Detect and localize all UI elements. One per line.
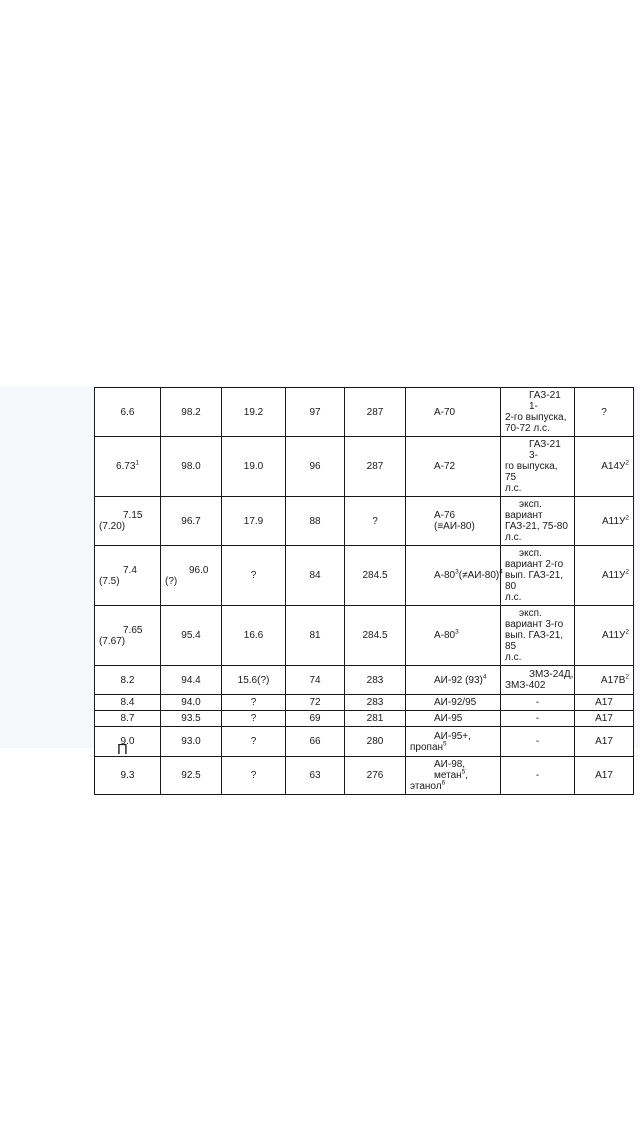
spark-plug-cell: А17	[575, 695, 634, 711]
fuel-cell: АИ-92/95	[406, 695, 501, 711]
table-row	[95, 606, 634, 666]
octane-cell: 96	[286, 437, 345, 497]
octane-cell: 84	[286, 546, 345, 606]
rating-cell: 284.5	[345, 606, 406, 666]
table-row	[95, 757, 634, 795]
spark-plug-cell: $А11У^2$	[575, 606, 634, 666]
rating-cell: 287	[345, 437, 406, 497]
fuel-cell: АИ-98, метан$^5$, этанол$^6$	[406, 757, 501, 795]
efficiency-cell: 93.5	[161, 711, 222, 727]
compression-ratio-cell: 6.6	[95, 388, 161, 437]
compression-ratio-cell: 8.7	[95, 711, 161, 727]
efficiency-cell: 98.0	[161, 437, 222, 497]
spark-plug-cell: А17	[575, 757, 634, 795]
fuel-cell: АИ-92 $(93)^4$	[406, 666, 501, 695]
compression-ratio-cell: 7.65 (7.67)	[95, 606, 161, 666]
table-row	[95, 711, 634, 727]
rating-cell: 281	[345, 711, 406, 727]
application-cell: ЗМЗ-24Д, ЗМЗ-402	[501, 666, 575, 695]
table-row	[95, 546, 634, 606]
spark-plug-cell: $А11У^2$	[575, 497, 634, 546]
rating-cell: 283	[345, 666, 406, 695]
application-cell: ГАЗ-21 1- 2-го выпуска, 70-72 л.с.	[501, 388, 575, 437]
spark-plug-cell: ?	[575, 388, 634, 437]
table-row	[95, 497, 634, 546]
consumption-cell: ?	[222, 695, 286, 711]
consumption-cell: ?	[222, 711, 286, 727]
rating-cell: 280	[345, 727, 406, 757]
octane-cell: 66	[286, 727, 345, 757]
spark-plug-cell: $А14У^2$	[575, 437, 634, 497]
consumption-cell: 17.9	[222, 497, 286, 546]
consumption-cell: 19.0	[222, 437, 286, 497]
efficiency-cell: 96.7	[161, 497, 222, 546]
efficiency-cell: 94.0	[161, 695, 222, 711]
table-row	[95, 666, 634, 695]
application-cell: -	[501, 727, 575, 757]
fuel-cell: А-76 (≡АИ-80)	[406, 497, 501, 546]
consumption-cell: 16.6	[222, 606, 286, 666]
fuel-cell: $А-80^3(\ne АИ-80)^4$	[406, 546, 501, 606]
table-row	[95, 727, 634, 757]
octane-cell: 72	[286, 695, 345, 711]
octane-cell: 97	[286, 388, 345, 437]
fuel-cell: А-70	[406, 388, 501, 437]
application-cell: эксп. вариант 2-го вып. ГАЗ-21, 80 л.с.	[501, 546, 575, 606]
compression-ratio-cell: 7.15 (7.20)	[95, 497, 161, 546]
application-cell: эксп. вариант 3-го вып. ГАЗ-21, 85 л.с.	[501, 606, 575, 666]
consumption-cell: ?	[222, 546, 286, 606]
fuel-cell: АИ-95+, пропан$^5$	[406, 727, 501, 757]
octane-cell: 81	[286, 606, 345, 666]
octane-cell: 74	[286, 666, 345, 695]
spark-plug-cell: $А17В^2$	[575, 666, 634, 695]
fuel-cell: АИ-95	[406, 711, 501, 727]
consumption-cell: 19.2	[222, 388, 286, 437]
fuel-cell: $А-80^3$	[406, 606, 501, 666]
compression-ratio-cell: 9.3	[95, 757, 161, 795]
application-cell: эксп. вариант ГАЗ-21, 75-80 л.с.	[501, 497, 575, 546]
consumption-cell: ?	[222, 757, 286, 795]
efficiency-cell: 95.4	[161, 606, 222, 666]
application-cell: ГАЗ-21 3- го выпуска, 75 л.с.	[501, 437, 575, 497]
rating-cell: 287	[345, 388, 406, 437]
octane-cell: 63	[286, 757, 345, 795]
efficiency-cell: 96.0 (?)	[161, 546, 222, 606]
spark-plug-cell: А17	[575, 727, 634, 757]
efficiency-cell: 92.5	[161, 757, 222, 795]
consumption-cell: ?	[222, 727, 286, 757]
compression-ratio-cell: 8.4	[95, 695, 161, 711]
application-cell: -	[501, 757, 575, 795]
application-cell: -	[501, 711, 575, 727]
consumption-cell: 15.6(?)	[222, 666, 286, 695]
spark-plug-cell: $А11У^2$	[575, 546, 634, 606]
rating-cell: 284.5	[345, 546, 406, 606]
rating-cell: 283	[345, 695, 406, 711]
application-cell: -	[501, 695, 575, 711]
spark-plug-cell: А17	[575, 711, 634, 727]
truncated-paragraph-text	[117, 741, 137, 749]
octane-cell: 88	[286, 497, 345, 546]
compression-ratio-cell: 9.0	[95, 727, 161, 757]
efficiency-cell: 93.0	[161, 727, 222, 757]
efficiency-cell: 94.4	[161, 666, 222, 695]
compression-ratio-cell: 8.2	[95, 666, 161, 695]
compression-ratio-cell: 7.4 (7.5)	[95, 546, 161, 606]
compression-ratio-cell: 6.73$^1$	[95, 437, 161, 497]
fuel-cell: А-72	[406, 437, 501, 497]
rating-cell: 276	[345, 757, 406, 795]
table-row	[95, 388, 634, 437]
engine-spec-table	[94, 387, 634, 795]
rating-cell: ?	[345, 497, 406, 546]
table-row	[95, 695, 634, 711]
table-row	[95, 437, 634, 497]
octane-cell: 69	[286, 711, 345, 727]
efficiency-cell: 98.2	[161, 388, 222, 437]
